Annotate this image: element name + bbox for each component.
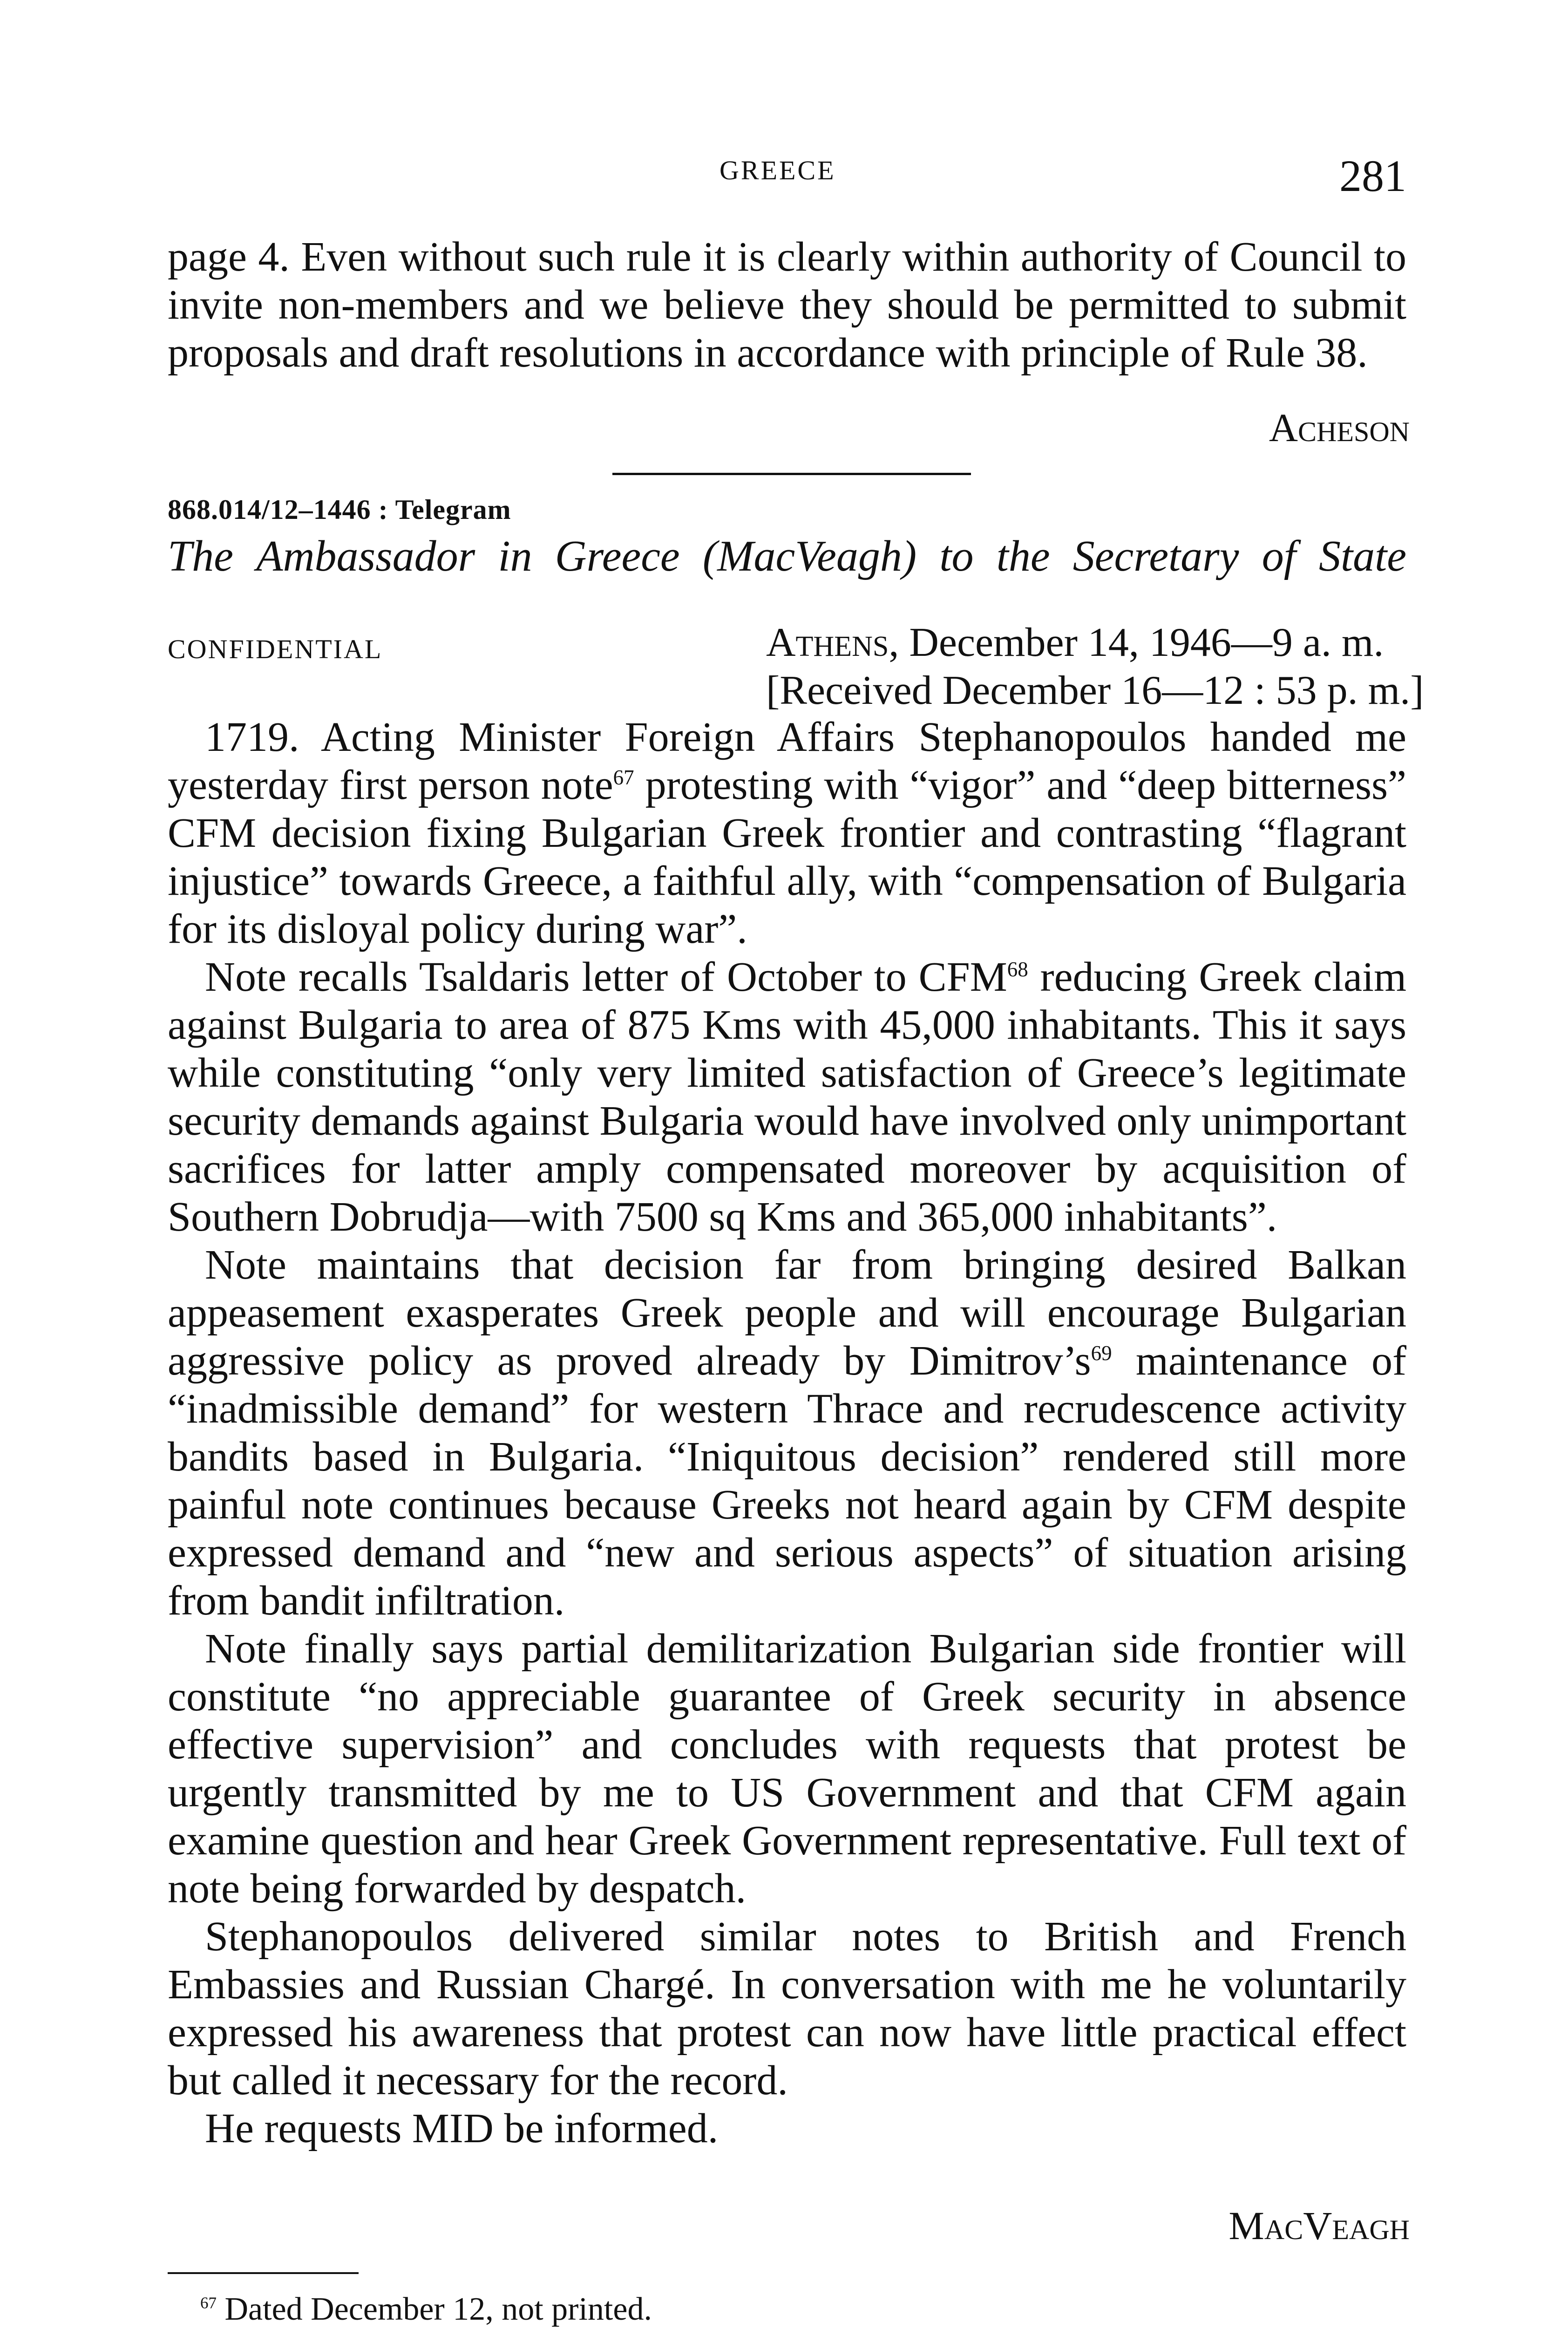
dateline-date: , December 14, 1946—9 a. m. [889, 620, 1384, 665]
footnote-ref: 68 [1007, 958, 1028, 981]
title-word: the [996, 532, 1050, 580]
title-word: Greece [555, 532, 680, 580]
telegram-body [168, 713, 1406, 2152]
footnote-divider [168, 2272, 359, 2274]
signature-macveagh: MacVeagh [1229, 2203, 1410, 2248]
page-header [0, 150, 1568, 201]
body-paragraph: Note maintains that decision far from bringing desired Balkan appeasement exasperates Greek people and will encourage Bulgarian aggressive policy as proved already by $Dimitrov’s^{69}$ maintenance of “inadmissible demand” for western Thrace and recrudescence activity bandits based in Bulgaria. “Iniquitous decision” rendered still more painful note continues because Greeks not heard again by CFM despite expressed demand and “new and serious aspects” of situation arising from bandit infiltration. [168, 1242, 1406, 1624]
signature-acheson: Acheson [1269, 405, 1410, 450]
title-word: (MacVeagh) [702, 532, 917, 580]
footnote-number: 67 [200, 2294, 217, 2312]
title-word: State [1319, 532, 1406, 580]
title-word: The [168, 532, 233, 580]
footnote: $^{67}$ Dated December 12, not printed. [200, 2291, 652, 2327]
footnotes [168, 2291, 1406, 2329]
continued-text [168, 233, 1406, 377]
body-paragraph: 1719. Acting Minister Foreign Affairs Stephanopoulos handed me yesterday first person note$^{67}$ protesting with “vigor” and “deep bitterness” CFM decision fixing Bulgarian Greek frontier and contrasting “flagrant injustice” towards Greece, a faithful ally, with “compensation of Bulgaria for its disloyal policy during war”. [168, 714, 1406, 952]
received-dateline: [Received December 16—12 : 53 p. m.] [766, 668, 1424, 713]
footnote-ref: 69 [1091, 1342, 1112, 1365]
dateline [766, 619, 1424, 715]
title-word: of [1262, 532, 1296, 580]
page-number: 281 [1339, 151, 1406, 201]
title-word: to [939, 532, 974, 580]
body-paragraph: Note recalls Tsaldaris letter of October to CFM$^{68}$ reducing Greek claim against Bulgaria to area of 875 Kms with 45,000 inhabitants. This it says while constituting “only very limited satisfaction of Greece’s legitimate security demands against Bulgaria would have involved only unimportant sacrifices for latter amply compensated moreover by acquisition of Southern Dobrudja—with 7500 sq Kms and 365,000 inhabitants”. [168, 954, 1406, 1240]
classification-label: CONFIDENTIAL [168, 634, 383, 664]
document-title [168, 531, 1406, 581]
title-word: Ambassador [256, 532, 475, 580]
footnote-ref: 67 [613, 766, 634, 789]
file-reference: 868.014/12–1446 : Telegram [168, 494, 511, 525]
body-paragraph: He requests MID be informed. [205, 2105, 719, 2152]
sent-dateline [766, 619, 1424, 667]
title-word: in [498, 532, 532, 580]
body-paragraph: Stephanopoulos delivered similar notes to British and French Embassies and Russian Chargé. In conversation with me he voluntarily expressed his awareness that protest can now have little practical effect but called it necessary for the record. [168, 1914, 1406, 2104]
continued-paragraph: page 4. Even without such rule it is clearly within authority of Council to invite non-members and we believe they should be permitted to submit proposals and draft resolutions in accordance with principle of Rule 38. [168, 234, 1406, 376]
body-paragraph: Note finally says partial demilitarization Bulgarian side frontier will constitute “no appreciable guarantee of Greek security in absence effective supervision” and concludes with requests that protest be urgently transmitted by me to US Government and that CFM again examine question and hear Greek Government representative. Full text of note being forwarded by despatch. [168, 1626, 1406, 1912]
running-head: GREECE [720, 155, 836, 185]
dateline-place: Athens [766, 620, 889, 665]
section-divider [612, 473, 971, 475]
title-word: Secretary [1072, 532, 1239, 580]
